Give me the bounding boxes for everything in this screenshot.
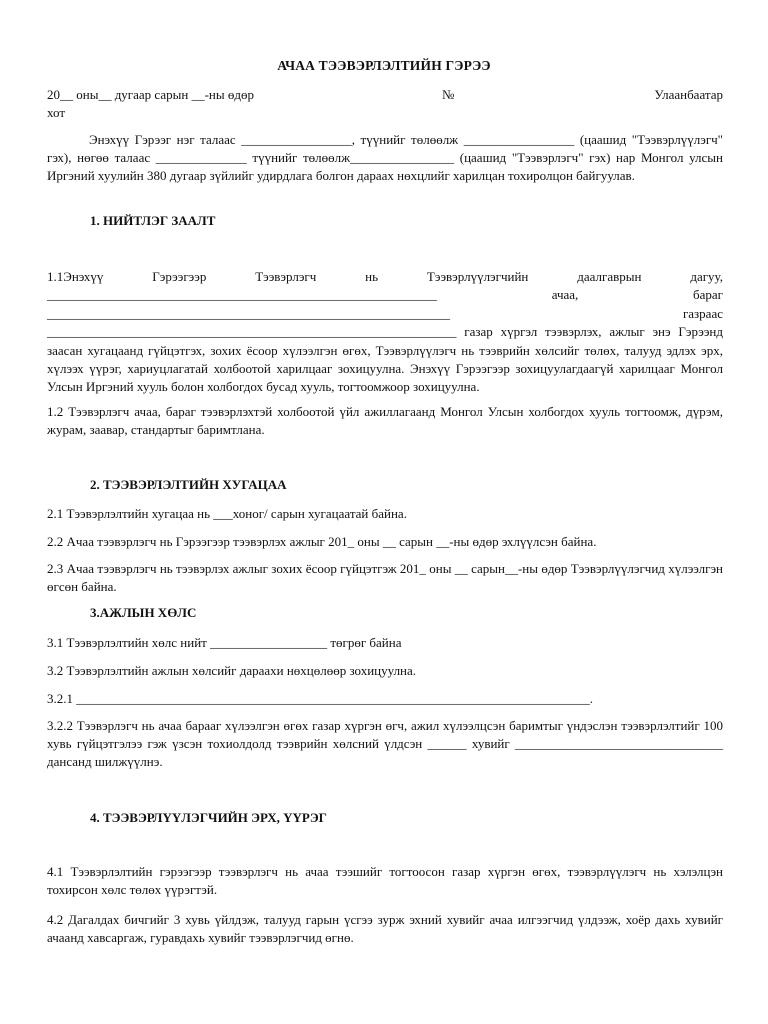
clause-2-1: 2.1 Тээвэрлэлтийн хугацаа нь ___хоног/ сарын хугацаатай байна. — [47, 506, 407, 521]
clause-1-2: 1.2 Тээвэрлэгч ачаа, бараг тээвэрлэхтэй холбоотой үйл ажиллагаанд Монгол Улсын холбогдох хууль тогтоомж, дүрэм, журам, заавар, стандартыг баримтлана. — [47, 404, 723, 438]
header-number: № — [442, 87, 455, 102]
clause-3-2-1: 3.2.1 _______________________________________________________________________________. — [47, 691, 593, 706]
header-date: 20__ оны__ дугаар сарын __-ны өдөр — [47, 87, 254, 102]
intro-paragraph: Энэхүү Гэрээг нэг талаас _________________, түүнийг төлөөлж _________________ (цаашид "Тээвэрлүүлэгч" гэх), нөгөө талаас ______________ түүнийг төлөөлж________________ (цаашид "Тээвэрлэгч" гэх) нар Монгол улсын Иргэний хуулийн 380 дугаар зүйлийг удирдлага болгон дараах нөхцлийг харилцан тохиролцон байгуулав. — [47, 132, 723, 184]
clause-4-2: 4.2 Дагалдах бичгийг 3 хувь үйлдэж, талууд гарын үсгээ зурж эхний хувийг ачаа илгээгчид үлдээж, хоёр дахь хувийг ачаанд хавсаргаж, гуравдахь хувийг тээвэрлэгчид өгнө. — [47, 912, 723, 946]
document-title: АЧАА ТЭЭВЭРЛЭЛТИЙН ГЭРЭЭ — [277, 58, 491, 73]
clause-1-1: 1.1Энэхүү Гэрээгээр Тээвэрлэгч нь Тээвэрлүүлэгчийн даалгаврын дагуу, ____________________________________________________________ ачаа, бараг ______________________________________________________________ газраас _______________________________________________________________ газар хүргэл тээвэрлэх, ажлыг энэ Гэрээнд заасан хугацаанд гүйцэтгэх, зохих ёсоор хүлээлгэн өгөх, Тээвэрлүүлэгч нь тээврийн хөлсийг төлөх, талууд эдлэх эрх, хүлээх үүрэг, хариуцлагатай холбоотой харилцааг зохицуулна. Энэхүү Гэрээгээр зохицуулагдаагүй харилцааг Монгол Улсын Иргэний хууль болон холбогдох бусад хууль, тогтоомжоор зохицуулна. — [47, 269, 723, 395]
header-city: Улаанбаатар — [654, 87, 723, 102]
clause-3-2: 3.2 Тээвэрлэлтийн ажлын хөлсийг дараахи нөхцөлөөр зохицуулна. — [47, 663, 417, 678]
clause-2-3: 2.3 Ачаа тээвэрлэгч нь тээвэрлэх ажлыг зохих ёсоор гүйцэтгэж 201_ оны __ сарын__-ны өдөр Тээвэрлүүлэгчид хүлээлгэн өгсөн байна. — [47, 561, 723, 595]
clause-3-2-2: 3.2.2 Тээвэрлэгч нь ачаа барааг хүлээлгэн өгөх газар хүргэн өгч, ажил хүлээлцсэн баримтыг үндэслэн тээвэрлэлтийг 100 хувь гүйцэтгэлээ гэж үзсэн тохиолдолд тээврийн хөлсний үлдсэн ______ хувийг ________________________________ дансанд шилжүүлнэ. — [47, 718, 723, 770]
clause-3-1: 3.1 Тээвэрлэлтийн хөлс нийт __________________ төгрөг байна — [47, 635, 402, 650]
header-city-cont: хот — [47, 105, 66, 120]
section-heading: 2. ТЭЭВЭРЛЭЛТИЙН ХУГАЦАА — [90, 477, 287, 492]
section-heading: 3.АЖЛЫН ХӨЛС — [90, 605, 197, 620]
section-heading: 4. ТЭЭВЭРЛҮҮЛЭГЧИЙН ЭРХ, ҮҮРЭГ — [90, 810, 327, 825]
clause-4-1: 4.1 Тээвэрлэлтийн гэрээгээр тээвэрлэгч нь ачаа тээшийг тогтоосон газар хүргэн өгөх, тээвэрлүүлэгч нь хэлэлцэн тохирсон хөлс төлөх үүрэгтэй. — [47, 864, 723, 898]
section-heading: 1. НИЙТЛЭГ ЗААЛТ — [90, 213, 216, 228]
clause-2-2: 2.2 Ачаа тээвэрлэгч нь Гэрээгээр тээвэрлэх ажлыг 201_ оны __ сарын __-ны өдөр эхлүүлсэн байна. — [47, 534, 597, 549]
